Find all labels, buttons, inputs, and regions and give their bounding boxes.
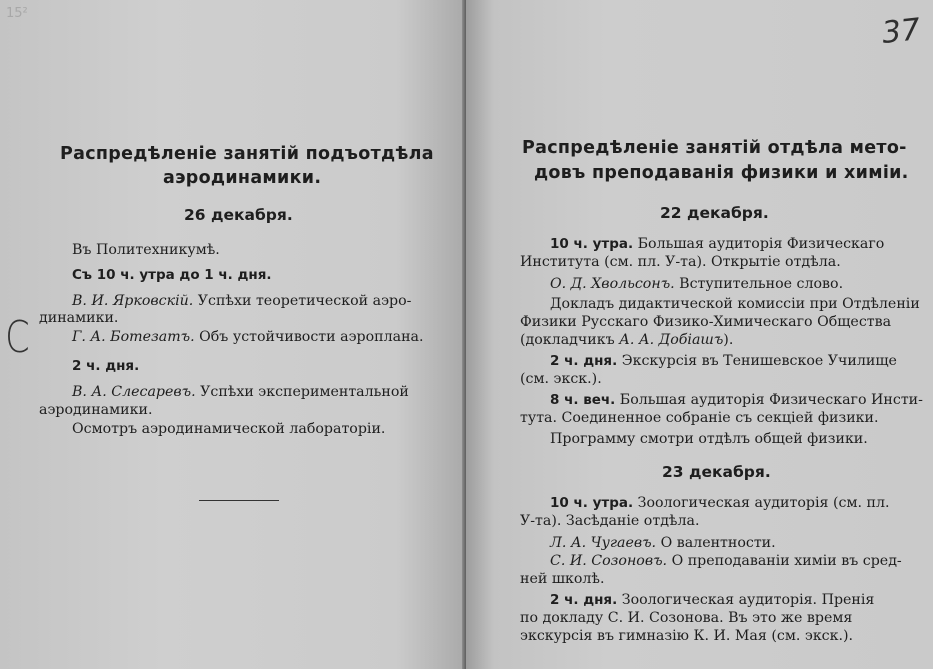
right-p7-cont: У-та). Засѣданіе отдѣла. [520, 513, 700, 529]
right-date1: 22 декабря. [660, 204, 769, 222]
left-time2: 2 ч. дня. [72, 358, 140, 374]
item-text: Успѣхи экспериментальной [195, 384, 409, 400]
author: В. И. Ярковскій. [72, 293, 194, 309]
time: 2 ч. дня. [550, 353, 618, 369]
left-item3 [72, 384, 409, 400]
text: О валентности. [656, 535, 776, 551]
right-p7 [550, 495, 889, 511]
right-p9 [550, 553, 902, 569]
left-item3-cont: аэродинамики. [39, 402, 153, 418]
library-stamp: 15² [6, 6, 28, 21]
left-item4: Осмотръ аэродинамической лабораторіи. [72, 421, 386, 437]
right-p9-cont: ней школѣ. [520, 571, 605, 587]
right-p4-cont: (см. экск.). [520, 371, 602, 387]
time: 10 ч. утра. [550, 495, 634, 511]
right-p10-cont2: экскурсія въ гимназію К. И. Мая (см. экск.). [520, 628, 854, 644]
right-p1-cont: Института (см. пл. У-та). Открытіе отдѣла. [520, 254, 841, 270]
text: Экскурсія въ Тенишевское Училище [617, 353, 897, 369]
right-p5-cont: тута. Соединенное собраніе съ секціей физики. [520, 410, 879, 426]
right-date2: 23 декабря. [662, 463, 771, 481]
item-text: Успѣхи теоретической аэро- [193, 293, 412, 309]
right-title-line1: Распредѣленіе занятій отдѣла мето- [522, 138, 907, 158]
author: А. А. Добіашъ [619, 332, 724, 348]
text: ). [723, 332, 734, 348]
time: 8 ч. веч. [550, 392, 616, 408]
right-p4 [550, 353, 897, 369]
right-p5 [550, 392, 923, 408]
handwritten-page-number: 37 [880, 12, 922, 51]
time: 2 ч. дня. [550, 592, 618, 608]
right-p1 [550, 236, 884, 252]
left-title-line1: Распредѣленіе занятій подъотдѣла [60, 144, 434, 164]
text: (докладчикъ [520, 332, 620, 348]
left-page [0, 0, 466, 669]
text: Большая аудиторія Физическаго Инсти- [615, 392, 923, 408]
separator-rule [199, 500, 279, 501]
right-p3-line1: Докладъ дидактической комиссіи при Отдѣленіи [550, 296, 920, 312]
left-date: 26 декабря. [184, 206, 293, 224]
time: 10 ч. утра. [550, 236, 634, 252]
right-title-line2: довъ преподаванія физики и химіи. [534, 163, 909, 183]
handwritten-margin-mark: C [5, 312, 30, 363]
left-time1: Съ 10 ч. утра до 1 ч. дня. [72, 267, 272, 283]
left-item1-cont: динамики. [39, 310, 119, 326]
text: Большая аудиторія Физическаго [633, 236, 885, 252]
item-text: Объ устойчивости аэроплана. [194, 329, 424, 345]
author: О. Д. Хвольсонъ. [550, 276, 675, 292]
text: О преподаваніи химіи въ сред- [667, 553, 902, 569]
author: Л. А. Чугаевъ. [550, 535, 657, 551]
text: Зоологическая аудиторія (см. пл. [633, 495, 890, 511]
right-page [466, 0, 933, 669]
right-p10-cont1: по докладу С. И. Созонова. Въ это же время [520, 610, 853, 626]
author: С. И. Созоновъ. [550, 553, 668, 569]
right-p10 [550, 592, 874, 608]
text: Вступительное слово. [674, 276, 844, 292]
right-p8 [550, 535, 776, 551]
author: В. А. Слесаревъ. [72, 384, 196, 400]
text: Зоологическая аудиторія. Пренія [617, 592, 875, 608]
right-p3-line2: Физики Русскаго Физико-Химическаго Общества [520, 314, 892, 330]
left-place: Въ Политехникумѣ. [72, 242, 220, 258]
right-p6: Программу смотри отдѣлъ общей физики. [550, 431, 868, 447]
left-item2 [72, 329, 424, 345]
left-title-line2: аэродинамики. [163, 168, 322, 188]
author: Г. А. Ботезатъ. [72, 329, 195, 345]
right-p2 [550, 276, 843, 292]
left-item1 [72, 293, 411, 309]
right-p3-line3 [520, 332, 733, 348]
